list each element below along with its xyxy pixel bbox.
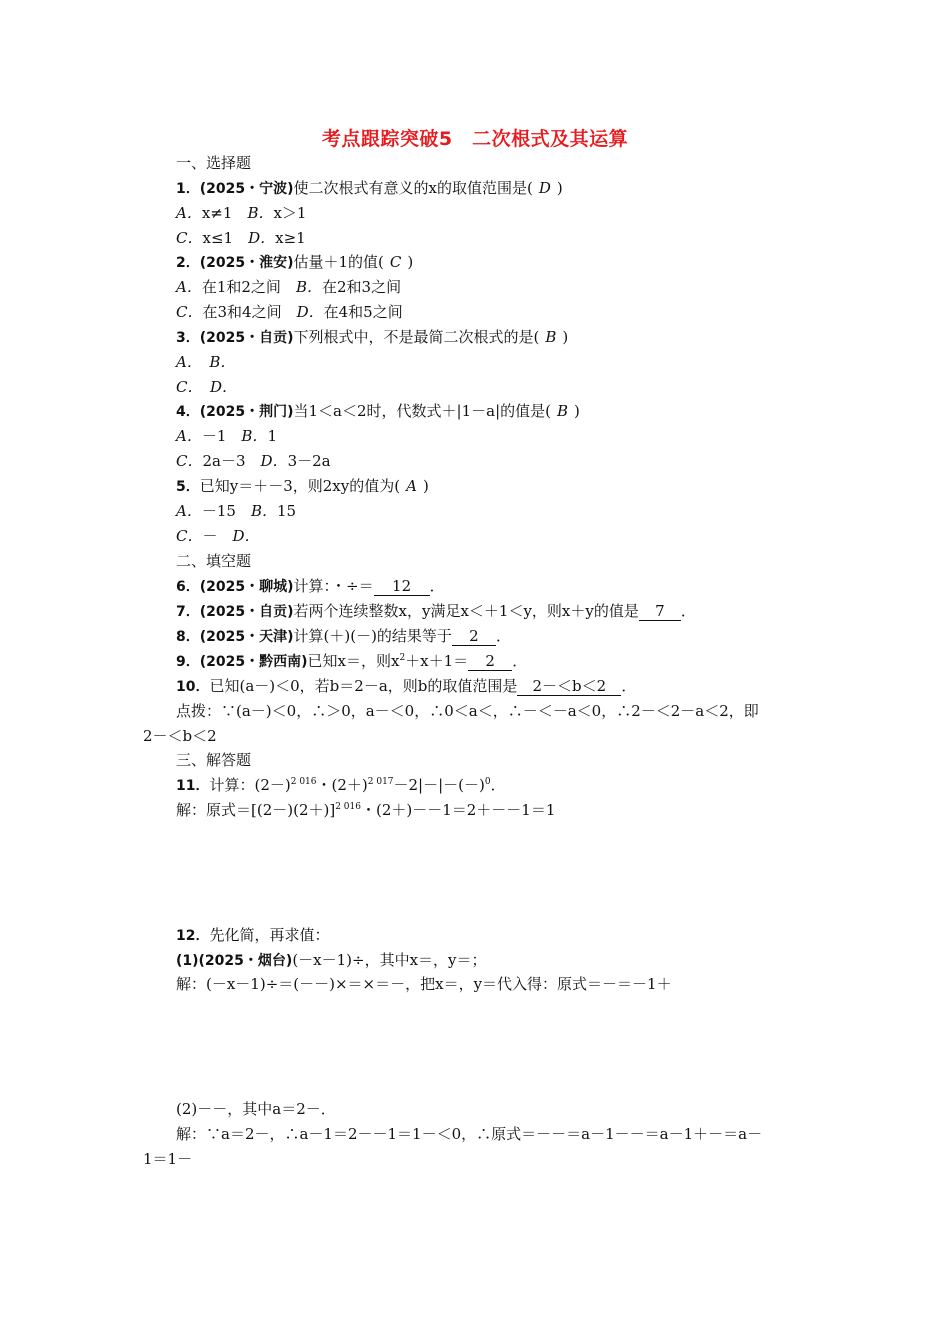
section-heading-fill: 二、填空题	[176, 552, 252, 570]
question-1: 1．(2025・宁波)使二次根式有意义的x的取值范围是( D )	[176, 179, 563, 197]
answer-2: C	[389, 253, 402, 271]
question-12-part1: (1)(2025・烟台)(－x－1)÷，其中x＝，y＝；	[176, 951, 487, 969]
question-4: 4．(2025・荆门)当1＜a＜2时，代数式＋|1－a|的值是( B )	[176, 402, 580, 420]
answer-7: 7	[639, 602, 681, 621]
answer-3: B	[545, 328, 557, 346]
solution-12-part2-line2: 1＝1－	[143, 1150, 193, 1168]
question-9: 9．(2025・黔西南)已知x＝，则$x^2+x+1= 2$ ．	[176, 652, 528, 670]
answer-8: 2	[452, 627, 496, 646]
answer-5: A	[406, 477, 417, 495]
options-2a: A．在1和2之间 B．在2和3之间	[176, 278, 402, 296]
options-4b: C．2a－3 D．3－2a	[176, 452, 331, 470]
solution-11: 解：原式$=[(2-)(2+)]^{2 016}$・(2＋)－－1＝2＋－－1＝1	[176, 801, 556, 819]
question-11: 11．计算：$(2-)^{2 016}$・$(2+)^{2 017}-2|-|-(-)^0$．	[176, 776, 506, 794]
answer-10: 2－＜b＜2	[517, 677, 621, 696]
question-5: 5．已知y＝＋－3，则2xy的值为( A )	[176, 477, 429, 495]
question-12-part2: (2)－－，其中a＝2－．	[176, 1100, 336, 1118]
page-title: 考点跟踪突破5 二次根式及其运算	[321, 128, 629, 150]
hint-10-line2: 2－＜b＜2	[143, 727, 217, 745]
question-6: 6．(2025・聊城)计算：・÷＝ 12 ．	[176, 577, 445, 595]
section-heading-solve: 三、解答题	[176, 751, 252, 769]
question-7: 7．(2025・自贡)若两个连续整数x，y满足x＜＋1＜y，则x＋y的值是 7 ．	[176, 602, 696, 620]
question-2: 2．(2025・淮安)估量＋1的值( C )	[176, 253, 414, 271]
hint-10-line1: 点拨：∵(a－)＜0，∴＞0，a－＜0，∴0＜a＜，∴－＜－a＜0，∴2－＜2－a＜2，即	[176, 702, 759, 720]
options-5b: C．－ D．	[176, 527, 260, 545]
solution-12-part1: 解：(－x－1)÷＝(－－)×＝×＝－，把x＝，y＝代入得：原式＝－＝－1＋	[176, 975, 672, 993]
answer-4: B	[557, 402, 569, 420]
options-5a: A．－15 B．15	[176, 502, 297, 520]
solution-12-part2-line1: 解：∵a＝2－，∴a－1＝2－－1＝1－＜0，∴原式＝－－＝a－1－－＝a－1＋－＝a－	[176, 1125, 763, 1143]
question-3: 3．(2025・自贡)下列根式中，不是最简二次根式的是( B )	[176, 328, 569, 346]
question-8: 8．(2025・天津)计算(＋)(－)的结果等于 2 ．	[176, 627, 511, 645]
answer-1: D	[538, 179, 551, 197]
options-1b: C．x≤1 D．x≥1	[176, 229, 306, 247]
options-1a: A．x≠1 B．x＞1	[176, 204, 307, 222]
answer-6: 12	[374, 577, 430, 596]
options-3b: C． D．	[176, 378, 238, 396]
options-2b: C．在3和4之间 D．在4和5之间	[176, 303, 403, 321]
answer-9: 2	[468, 652, 512, 671]
question-12: 12．先化简，再求值：	[176, 926, 330, 944]
question-10: 10．已知(a－)＜0，若b＝2－a，则b的取值范围是 2－＜b＜2 ．	[176, 677, 637, 695]
section-heading-choice: 一、选择题	[176, 154, 252, 172]
options-3a: A． B．	[176, 353, 236, 371]
options-4a: A．－1 B．1	[176, 427, 277, 445]
